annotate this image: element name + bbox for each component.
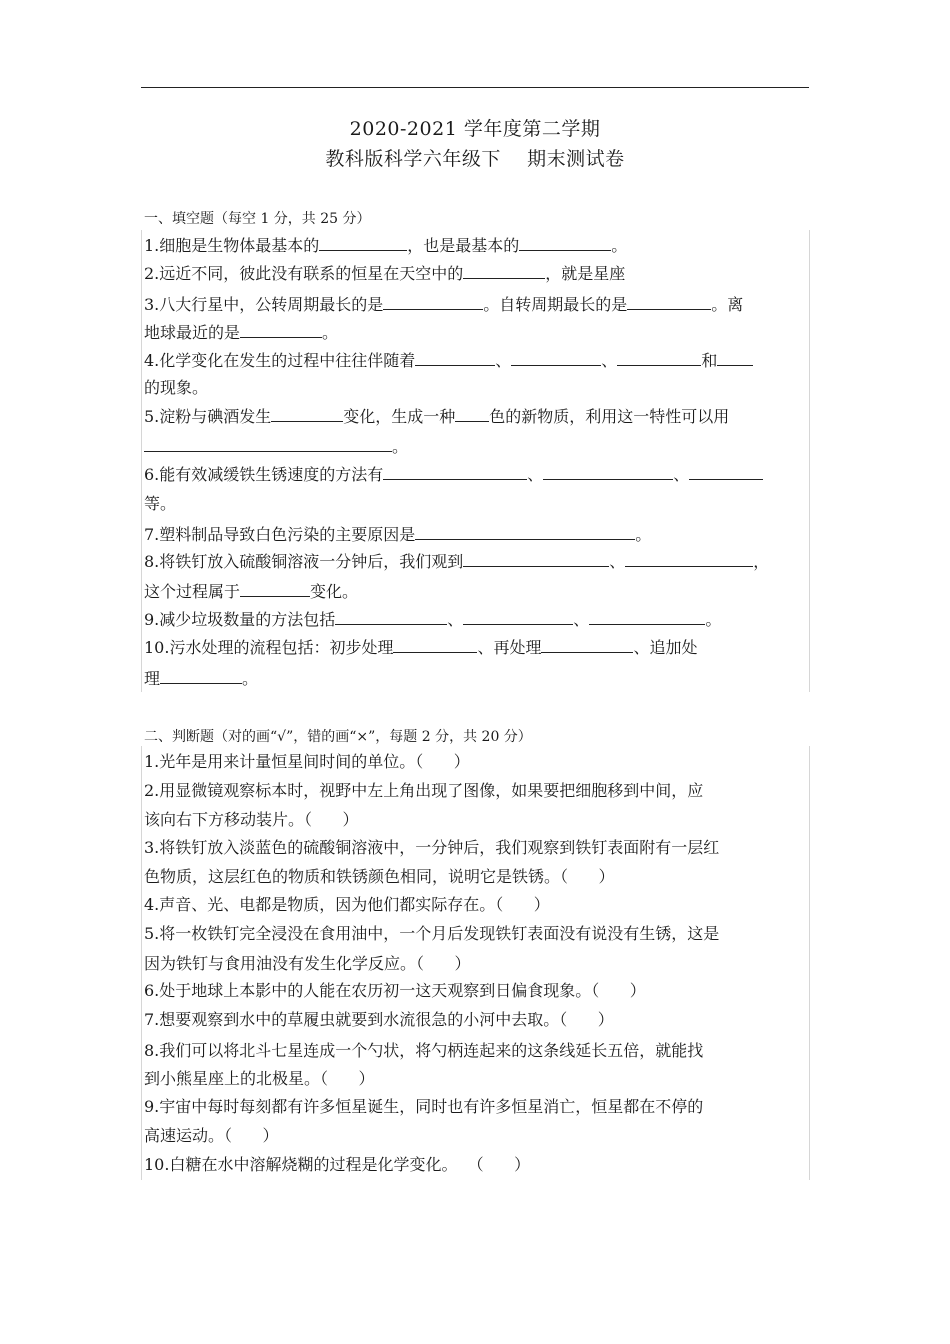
blank[interactable] <box>463 609 573 625</box>
fill-q2: 2.远近不同，彼此没有联系的恒星在天空中的 ，就是星座 <box>144 264 626 283</box>
blank[interactable] <box>463 551 609 567</box>
fill-q1: 1.细胞是生物体最基本的 ，也是最基本的 。 <box>144 236 628 255</box>
judge-line: 5.将一枚铁钉完全浸没在食用油中，一个月后发现铁钉表面没有说没有生锈，这是 <box>144 924 720 943</box>
blank[interactable] <box>689 464 763 480</box>
fill-q9: 9.减少垃圾数量的方法包括 、 、 。 <box>144 610 722 629</box>
blank[interactable] <box>335 609 447 625</box>
exam-year-title: 2020-2021 学年度第二学期 <box>349 118 601 140</box>
blank[interactable] <box>271 406 343 422</box>
fill-q8-line1: 8.将铁钉放入硫酸铜溶液一分钟后，我们观到 、 ， <box>144 552 770 571</box>
blank[interactable] <box>511 350 601 366</box>
judge-line: 3.将铁钉放入淡蓝色的硫酸铜溶液中，一分钟后，我们观察到铁钉表面附有一层红 <box>144 838 720 857</box>
fill-q3-line2: 地球最近的是 。 <box>144 323 339 342</box>
section2-heading: 二、判断题（对的画“√”，错的画“×”，每题 2 分，共 20 分） <box>144 729 532 745</box>
blank[interactable] <box>455 406 489 422</box>
fill-q10-line2: 理 。 <box>144 669 259 688</box>
fill-q10-line1: 10.污水处理的流程包括：初步处理 、再处理 、追加处 <box>144 638 698 657</box>
judge-line: 该向右下方移动装片。（ ） <box>144 810 359 829</box>
fill-q8-line2: 这个过程属于 变化。 <box>144 582 359 601</box>
fill-q5-line2: 。 <box>144 436 408 457</box>
judge-line: 7.想要观察到水中的草履虫就要到水流很急的小河中去取。（ ） <box>144 1010 614 1029</box>
section1-heading: 一、填空题（每空 1 分，共 25 分） <box>144 211 371 227</box>
blank[interactable] <box>415 350 495 366</box>
blank[interactable] <box>319 235 407 251</box>
judge-line: 因为铁钉与食用油没有发生化学反应。（ ） <box>144 954 471 973</box>
judge-line: 高速运动。（ ） <box>144 1126 279 1145</box>
judge-line: 9.宇宙中每时每刻都有许多恒星诞生，同时也有许多恒星消亡，恒星都在不停的 <box>144 1097 704 1116</box>
blank[interactable] <box>144 436 392 452</box>
fill-q7: 7.塑料制品导致白色污染的主要原因是 。 <box>144 525 652 544</box>
blank[interactable] <box>393 637 477 653</box>
blank[interactable] <box>717 350 753 366</box>
judge-line: 1.光年是用来计量恒星间时间的单位。（ ） <box>144 752 470 771</box>
fill-q6-line2: 等。 <box>144 494 177 513</box>
blank[interactable] <box>589 609 705 625</box>
judge-line: 色物质，这层红色的物质和铁锈颜色相同，说明它是铁锈。（ ） <box>144 867 615 886</box>
blank[interactable] <box>519 235 611 251</box>
blank[interactable] <box>625 551 753 567</box>
blank[interactable] <box>240 322 322 338</box>
blank[interactable] <box>160 668 242 684</box>
judge-line: 到小熊星座上的北极星。（ ） <box>144 1069 375 1088</box>
fill-q6-line1: 6.能有效减缓铁生锈速度的方法有 、 、 <box>144 464 763 485</box>
judge-line: 4.声音、光、电都是物质，因为他们都实际存在。（ ） <box>144 895 550 914</box>
blank[interactable] <box>463 263 545 279</box>
fill-q4-line1: 4.化学变化在发生的过程中往往伴随着 、 、 和 <box>144 350 753 371</box>
blank[interactable] <box>541 637 633 653</box>
blank[interactable] <box>627 294 711 310</box>
blank[interactable] <box>617 350 701 366</box>
blank[interactable] <box>543 464 673 480</box>
exam-subtitle: 教科版科学六年级下 期末测试卷 <box>325 148 625 170</box>
fill-q3-line1: 3.八大行星中，公转周期最长的是 。自转周期最长的是 。离 <box>144 295 744 314</box>
blank[interactable] <box>383 294 483 310</box>
blank[interactable] <box>383 464 527 480</box>
blank[interactable] <box>240 581 310 597</box>
judge-line: 2.用显微镜观察标本时，视野中左上角出现了图像，如果要把细胞移到中间，应 <box>144 781 704 800</box>
fill-q4-line2: 的现象。 <box>144 378 209 397</box>
judge-line: 10.白糖在水中溶解烧糊的过程是化学变化。 （ ） <box>144 1155 531 1174</box>
top-rule <box>141 87 809 88</box>
fill-q5-line1: 5.淀粉与碘酒发生 变化，生成一种 色的新物质，利用这一特性可以用 <box>144 407 730 426</box>
judge-line: 6.处于地球上本影中的人能在农历初一这天观察到日偏食现象。（ ） <box>144 981 646 1000</box>
judge-line: 8.我们可以将北斗七星连成一个勺状，将勺柄连起来的这条线延长五倍，就能找 <box>144 1041 704 1060</box>
blank[interactable] <box>415 524 635 540</box>
